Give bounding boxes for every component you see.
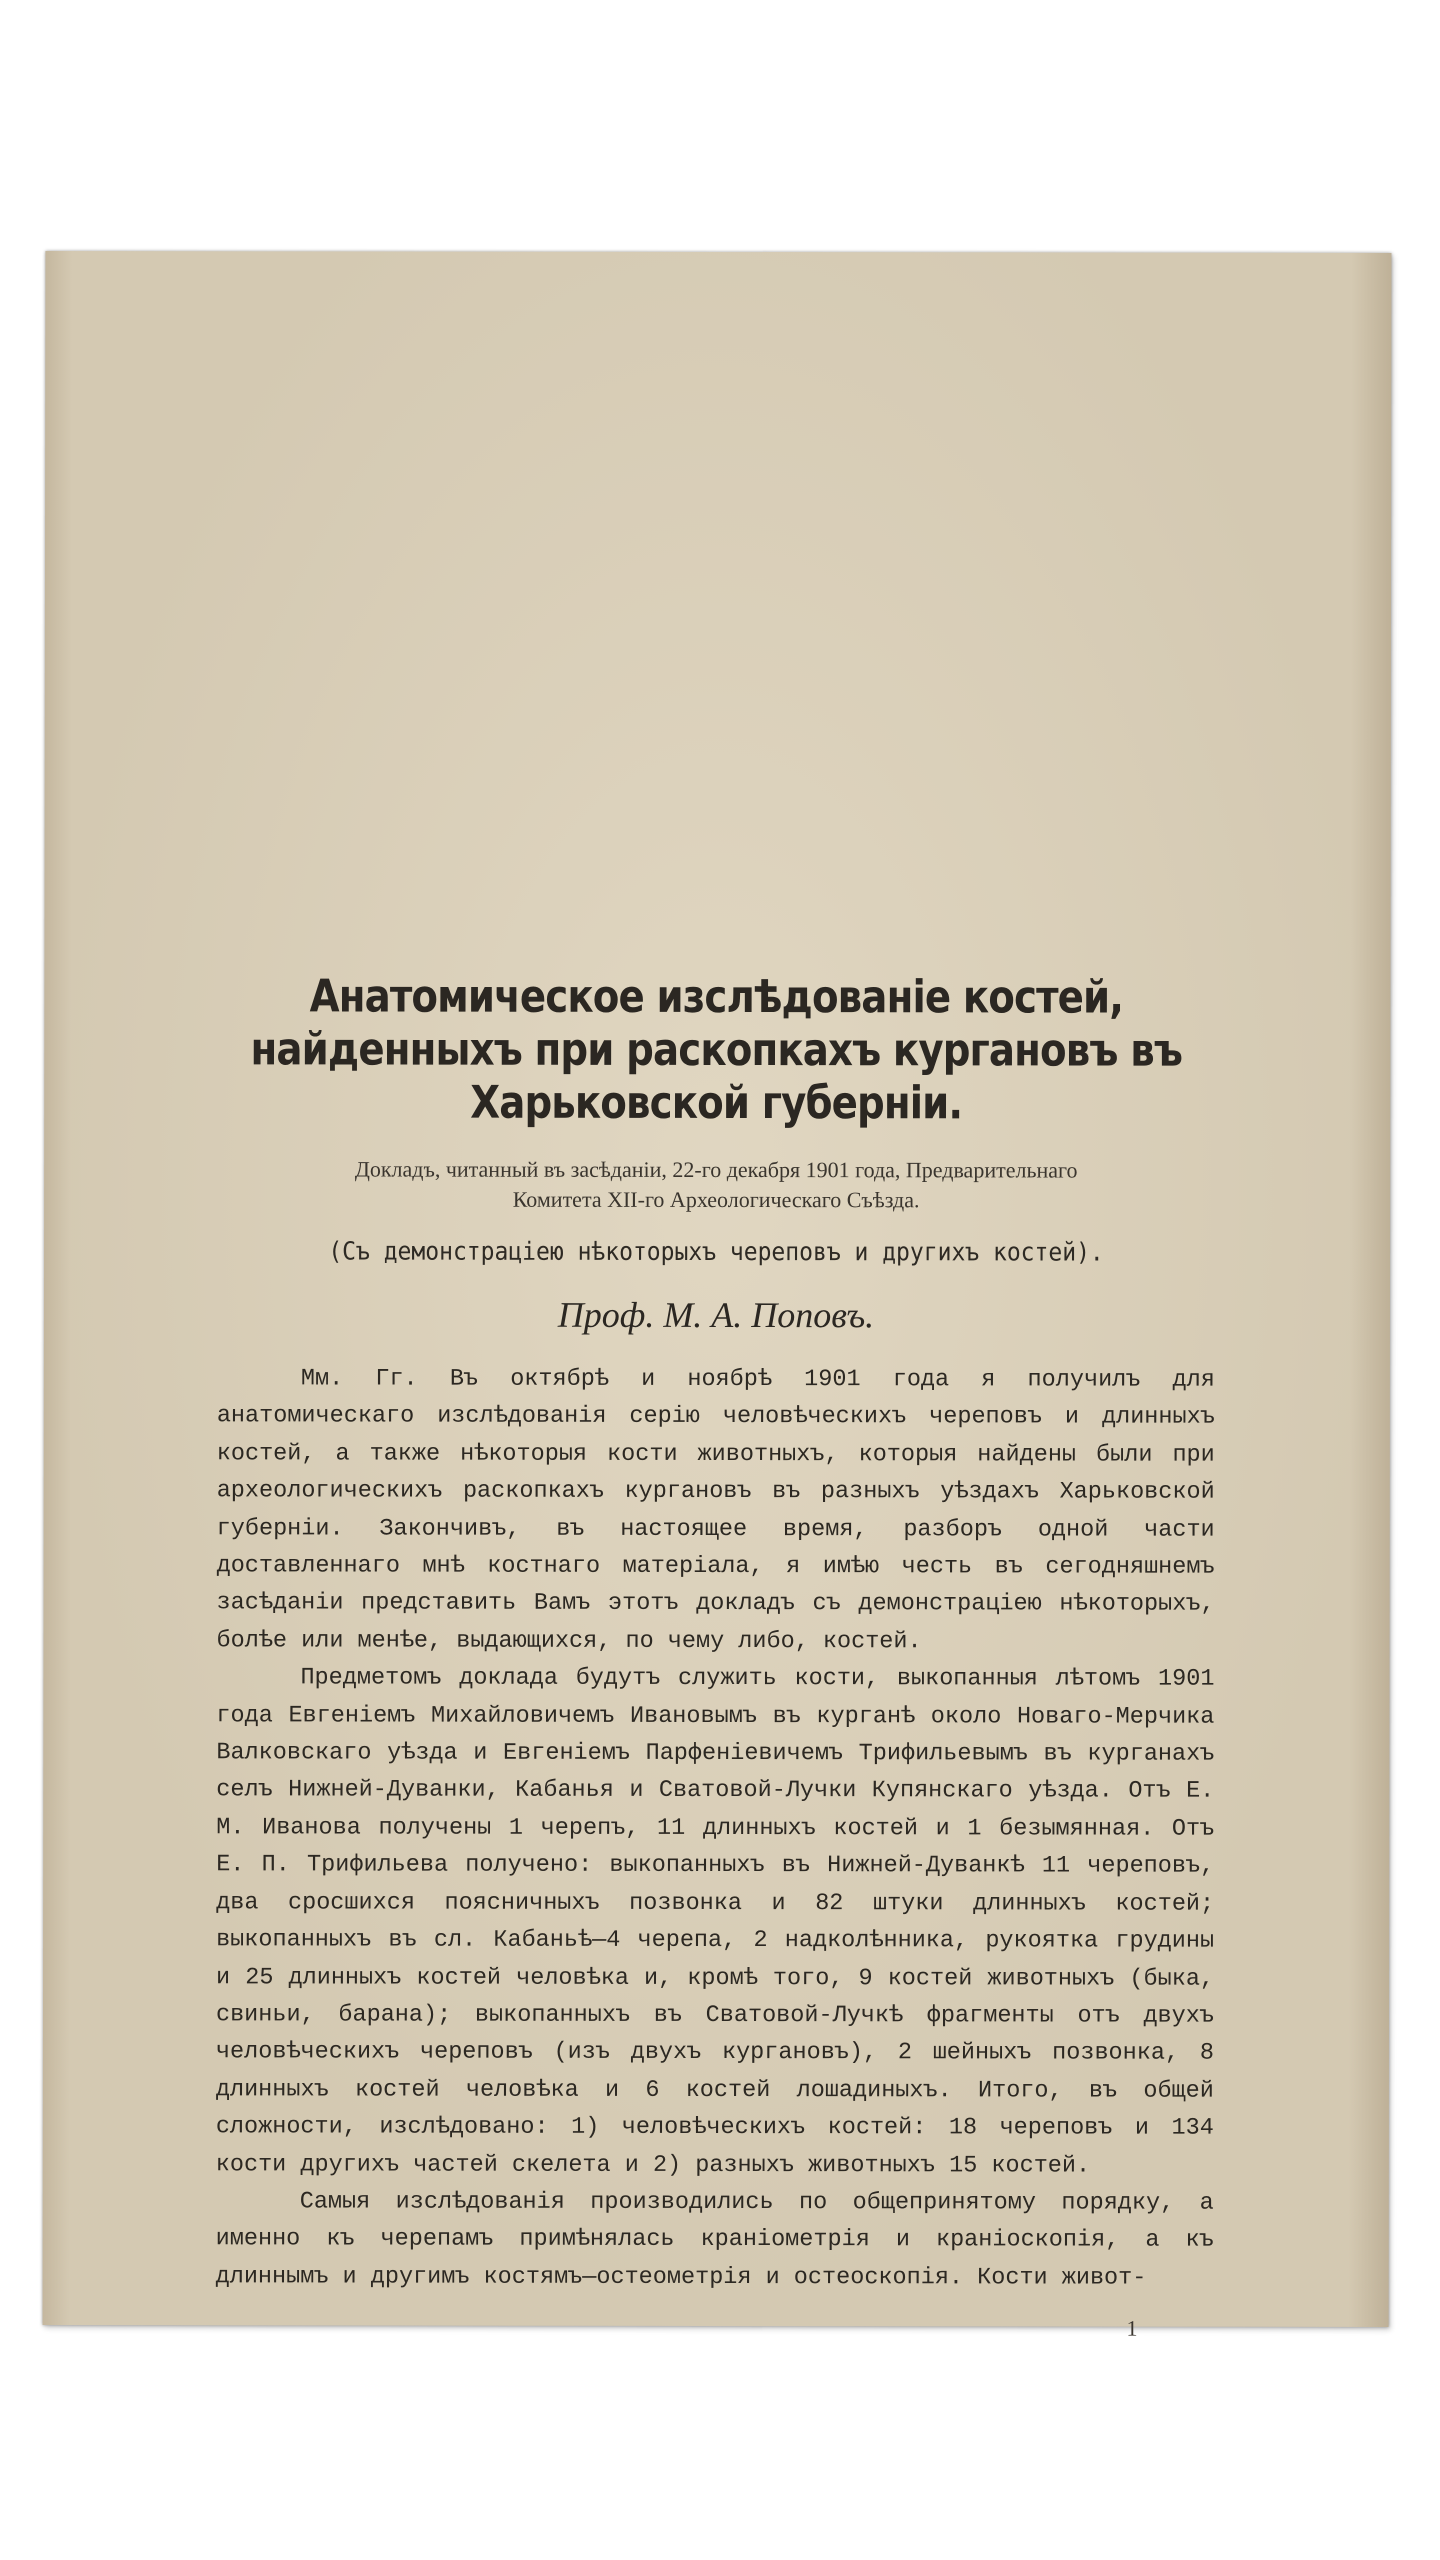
page-content [216,969,1216,2297]
demonstration-note: (Съ демонстраціею нѣкоторыхъ череповъ и другихъ костей). [328,1236,1104,1267]
page-number: 1 [1126,2315,1138,2341]
author-name: Проф. М. А. Поповъ. [557,1294,875,1336]
body-text [216,1360,1215,2297]
report-subtitle [217,1154,1215,1215]
subtitle-line-2: Комитета XII-го Археологическаго Съѣзда. [512,1186,920,1213]
paragraph-2: Предметомъ доклада будутъ служить кости, выкопанныя лѣтомъ 1901 года Евгеніемъ Михайловичемъ Ивановымъ въ курганѣ около Новаго-Мерчика Валковскаго уѣзда и Евгеніемъ Парфеніевичемъ Трифильевымъ въ курганахъ селъ Нижней-Дуванки, Кабанья и Сватовой-Лучки Купянскаго уѣзда. Отъ Е. М. Иванова получены 1 черепъ, 11 длинныхъ костей и 1 безымянная. Отъ Е. П. Трифильева получено: выкопанныхъ въ Нижней-Дуванкѣ 11 череповъ, два сросшихся поясничныхъ позвонка и 82 штуки длинныхъ костей; выкопанныхъ въ сл. Кабаньѣ—4 черепа, 2 надколѣнника, рукоятка грудины и 25 длинныхъ костей человѣка и, кромѣ того, 9 костей животныхъ (быка, свиньи, барана); выкопанныхъ въ Сватовой-Лучкѣ фрагменты отъ двухъ человѣческихъ череповъ (изъ двухъ кургановъ), 2 шейныхъ позвонка, 8 длинныхъ костей человѣка и 6 костей лошадиныхъ. Итого, въ общей сложности, изслѣдовано: 1) человѣческихъ костей: 18 череповъ и 134 кости другихъ частей скелета и 2) разныхъ животныхъ 15 костей. [215,1664,1215,2180]
subtitle-line-1: Докладъ, читанный въ засѣданіи, 22-го декабря 1901 года, Предварительнаго [354,1156,1078,1183]
article-title: Анатомическое изслѣдованіе костей, найденныхъ при раскопкахъ кургановъ въ Харьковской губерніи. [250,969,1183,1130]
paragraph-1: Мм. Гг. Въ октябрѣ и ноябрѣ 1901 года я получилъ для анатомическаго изслѣдованія серію человѣческихъ череповъ и длинныхъ костей, а также нѣкоторыя кости животныхъ, которыя найдены были при археологическихъ раскопкахъ кургановъ въ разныхъ уѣздахъ Харьковской губерніи. Закончивъ, въ настоящее время, разборъ одной части доставленнаго мнѣ костнаго матеріала, я имѣю честь въ сегодняшнемъ засѣданіи представить Вамъ этотъ докладъ съ демонстраціею нѣкоторыхъ, болѣе или менѣе, выдающихся, по чему либо, костей. [216,1365,1215,1656]
paragraph-3: Самыя изслѣдованія производились по общепринятому порядку, а именно къ черепамъ примѣнялась краніометрія и краніоскопія, а къ длиннымъ и другимъ костямъ—остеометрія и остеоскопія. Кости живот- [215,2188,1214,2292]
document-page [43,251,1392,2341]
